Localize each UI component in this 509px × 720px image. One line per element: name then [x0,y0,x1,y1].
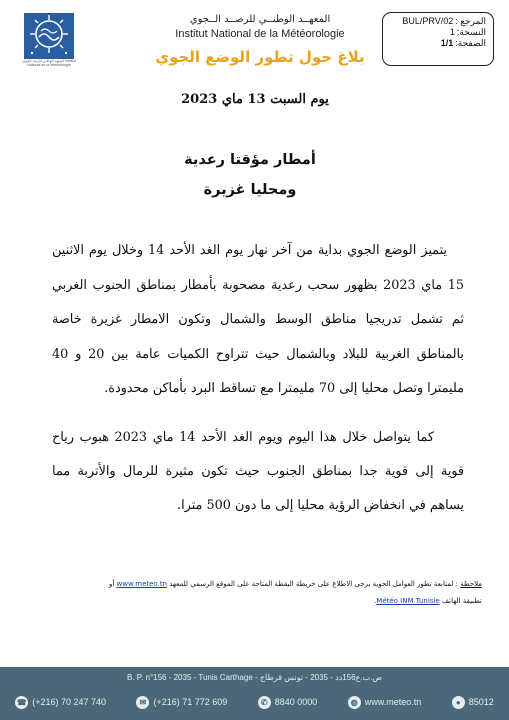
headline-line-1: أمطار مؤقتا رعدية [184,152,316,168]
page-row [389,38,486,49]
paragraph-1: يتميز الوضع الجوي بداية من آخر نهار يوم الغد الأحد 14 وخلال يوم الاثنين 15 ماي 2023 بظهور سحب رعدية مصحوبة بأمطار بمناطق الجنوب الغربي ثم تشمل تدريجيا مناطق الوسط والشمال وتكون الامطار غزيرة خاصة بالمناطق الغربية للبلاد وبالشمال حيث تتراوح الكميات عامة بين 20 و 40 مليمترا وتصل محليا إلى 70 مليمترا مع تساقط البرد بأماكن محدودة. [52,243,464,396]
footer-phone-2 [136,696,227,709]
institute-name-fr: Institut National de la Météorologie [175,28,345,40]
footer-contacts [0,691,509,713]
footer-website[interactable] [348,696,422,709]
page-label: الصفحة: [455,38,486,48]
footer-postal [452,696,494,709]
note-or: أو [108,580,115,588]
note-text: : لمتابعة تطور العوامل الجوية يرجى الاطلاع على خريطة اليقظة المتاحة على الموقع الرسمي للمعهد [169,580,459,588]
green-number-text: 8840 0000 [274,697,318,707]
copy-label: النسخة: [456,27,486,37]
copy-value: 1 [449,27,455,37]
note [52,576,482,610]
location-icon: ● [452,696,465,709]
postal-text: 85012 [468,697,494,707]
website-link[interactable]: www.meteo.tn [116,580,168,588]
paragraph-2: كما يتواصل خلال هذا اليوم ويوم الغد الأحد 14 ماي 2023 هبوب رياح قوية إلى قوية جدا بمناطق الجنوب حيث تكون مثيرة للرمال والأتربة مما يساهم في انخفاض الرؤية محليا إلى ما دون 500 مترا. [52,430,464,513]
page-value: 1/1 [440,38,454,48]
footer [0,667,509,720]
footer-green-number [258,696,318,709]
inm-logo-icon [24,13,74,59]
ref-value: BUL/PRV/02 [402,16,454,26]
institute-name-ar: المعهــد الوطنــي للرصــد الــجوي [189,14,331,25]
bulletin-title: بلاغ حول تطور الوضع الجوي [155,48,365,66]
phone-1-text: (+216) 70 247 740 [32,697,107,707]
footer-address: B. P. n°156 - 2035 - Tunis Carthage - ص.ب.ع156دد - 2035 - تونس قرطاج [126,673,383,682]
note-label: ملاحظة [460,580,482,588]
note-app-text: تطبيقة الهاتف [441,597,482,605]
phone-icon: ☎ [16,697,27,707]
footer-website-text[interactable]: www.meteo.tn [364,697,422,707]
date-line: يوم السبت 13 ماي 2023 [181,92,329,107]
reference-box [382,12,494,66]
logo-subtitle: المعهد الوطني للرصد الجوي Institut National de la Météorologie [22,59,76,68]
phone-2-text: (+216) 71 772 609 [153,697,228,707]
ref-label: المرجع : [455,16,486,26]
app-link[interactable]: Météo INM Tunisie [376,597,440,605]
fax-icon: ✉ [136,696,149,709]
note-end: . [374,597,377,605]
copy-row [389,27,486,38]
phone-green-icon: ✆ [258,696,271,709]
globe-icon: ◍ [348,696,361,709]
ref-row [389,16,486,27]
footer-phone-1 [15,696,106,709]
headline-line-2: ومحليا غزيرة [203,182,297,198]
